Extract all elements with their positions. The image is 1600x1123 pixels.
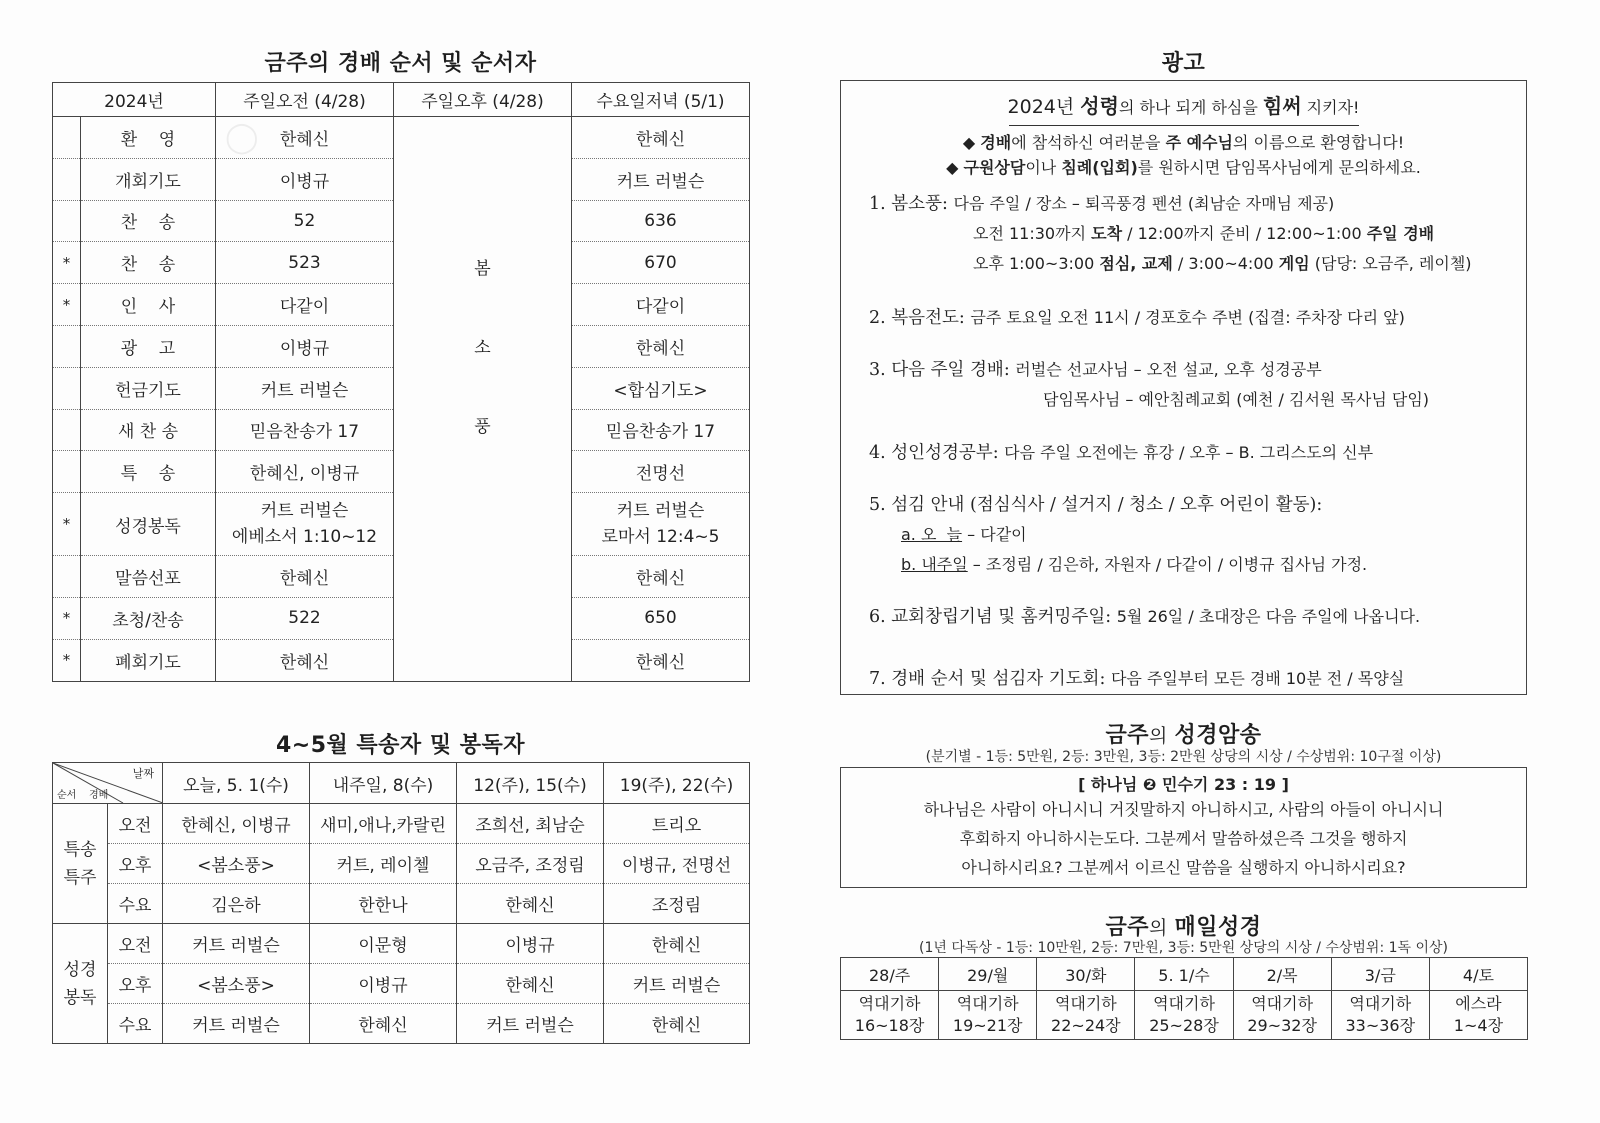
sun-am-cell: 이병규 xyxy=(216,158,394,200)
sun-am-cell xyxy=(216,493,394,556)
item-bold: 점심, 교제 xyxy=(1099,254,1173,273)
order-label: 말씀선포 xyxy=(81,556,216,598)
scripture-ref: 로마서 12:4~5 xyxy=(601,527,720,548)
assignee-cell: 트리오 xyxy=(604,804,750,844)
title-part: 매일성경 xyxy=(1174,915,1262,940)
item-heading: 7. 경배 순서 및 섬김자 기도회: xyxy=(869,669,1106,689)
wed-cell: 한혜신 xyxy=(572,556,750,598)
bullet-bold: 주 예수님 xyxy=(1165,133,1233,152)
verse-line: 하나님은 사람이 아니시니 거짓말하지 아니하시고, 사람의 아들이 아니시니 xyxy=(923,800,1444,819)
sun-am-cell: 52 xyxy=(216,200,394,242)
day-header-row xyxy=(841,958,1528,991)
assignee-cell: 커트 러벌슨 xyxy=(457,1004,604,1044)
book-name: 역대기하 xyxy=(1054,994,1117,1013)
item-text: 다음 주일 / 장소 – 퇴곡풍경 펜션 (최남순 자매님 제공) xyxy=(953,194,1335,213)
wed-cell: 커트 러벌슨 xyxy=(572,158,750,200)
chapter-range: 19~21장 xyxy=(952,1016,1023,1035)
corner-cell xyxy=(53,763,163,804)
assignee-cell: <봄소풍> xyxy=(163,964,310,1004)
order-label: 새 찬 송 xyxy=(81,409,216,451)
header-sun-pm: 주일오후 (4/28) xyxy=(394,83,572,117)
title-part: 금주 xyxy=(1105,915,1150,940)
assignee-cell: 이병규 xyxy=(457,924,604,964)
group-name-line1: 성경 xyxy=(63,959,97,980)
assignee-cell: 한혜신 xyxy=(604,924,750,964)
announcement-1 xyxy=(869,189,1472,279)
reading-cell xyxy=(1037,991,1135,1040)
diamond-icon: ◆ xyxy=(946,158,959,177)
spring-char-3: 풍 xyxy=(474,417,491,438)
book-name: 역대기하 xyxy=(858,994,921,1013)
table-row xyxy=(53,884,750,924)
day-header: 4/토 xyxy=(1429,958,1527,991)
bullet-bold: 경배 xyxy=(980,133,1012,152)
stand-marker xyxy=(53,325,81,367)
item-heading: 4. 성인성경공부: xyxy=(869,443,999,463)
item-text: 금주 토요일 오전 11시 / 경포호수 주변 (집결: 주차장 다리 앞) xyxy=(970,308,1405,327)
item-text: 오후 1:00~3:00 xyxy=(973,254,1100,273)
diamond-icon: ◆ xyxy=(962,133,976,152)
special-header-row xyxy=(53,763,750,804)
item-heading: 2. 복음전도: xyxy=(869,308,965,328)
corner-date: 날짜 xyxy=(132,767,154,780)
sun-am-cell: 한혜신 xyxy=(216,117,394,159)
stand-marker xyxy=(53,367,81,409)
order-label: 폐회기도 xyxy=(81,639,216,681)
announcement-6 xyxy=(869,602,1420,632)
book-name: 역대기하 xyxy=(1153,994,1215,1013)
assignee-cell: 이문형 xyxy=(310,924,457,964)
order-label: 찬 송 xyxy=(81,242,216,284)
assignee-cell: 커트, 레이첼 xyxy=(310,844,457,884)
ad-title xyxy=(840,46,1527,77)
title-part: 금주 xyxy=(1105,723,1150,748)
reading-cell xyxy=(1233,991,1331,1040)
reading-cell xyxy=(1331,991,1429,1040)
announcement-box xyxy=(840,80,1527,695)
yearly-motto xyxy=(841,90,1526,119)
chapter-range: 1~4장 xyxy=(1453,1016,1504,1035)
group-name-line2: 특주 xyxy=(63,867,97,888)
daily-caption: (1년 다독상 - 1등: 10만원, 2등: 7만원, 3등: 5만원 상당의 시상 / 수상범위: 1독 이상) xyxy=(918,940,1449,956)
sun-am-cell: 523 xyxy=(216,242,394,284)
memory-title xyxy=(840,718,1527,749)
corner-order: 순서 xyxy=(57,790,77,801)
order-label: 찬 송 xyxy=(81,200,216,242)
wed-cell: 한혜신 xyxy=(572,117,750,159)
chapter-range: 33~36장 xyxy=(1345,1016,1416,1035)
reading-cell xyxy=(1429,991,1527,1040)
order-header-row xyxy=(53,83,750,117)
sun-am-cell: 믿음찬송가 17 xyxy=(216,409,394,451)
day-header: 30/화 xyxy=(1037,958,1135,991)
memory-caption: (분기별 - 1등: 5만원, 2등: 3만원, 3등: 2만원 상당의 시상 / 수상범위: 10구절 이상) xyxy=(925,749,1442,765)
announcement-2 xyxy=(869,303,1405,333)
bullet-text: 이나 xyxy=(1025,158,1062,177)
group-scripture-reading xyxy=(53,924,108,1044)
book-name: 역대기하 xyxy=(956,994,1019,1013)
item-text: / 3:00~4:00 xyxy=(1172,254,1279,273)
sun-am-cell: 한혜신 xyxy=(216,639,394,681)
item-text: – 조정림 / 김은하, 자원자 / 다같이 / 이병규 집사님 가정. xyxy=(967,555,1368,574)
item-text: 오전 11:30까지 xyxy=(973,224,1092,243)
order-label: 개회기도 xyxy=(81,158,216,200)
assignee-cell: 한혜신 xyxy=(457,964,604,1004)
order-title-text: 금주의 경배 순서 및 순서자 xyxy=(264,51,537,76)
item-text: / 12:00까지 준비 / 12:00~1:00 xyxy=(1122,224,1367,243)
item-bold: 주일 경배 xyxy=(1366,224,1435,243)
welcome-bullet xyxy=(841,130,1526,155)
stand-marker: * xyxy=(53,493,81,556)
special-title xyxy=(52,728,749,759)
stand-marker: * xyxy=(53,242,81,284)
bullet-bold: 침례(입회) xyxy=(1061,158,1138,177)
item-heading: 1. 봄소풍: xyxy=(869,194,948,214)
service-label: 수요 xyxy=(108,884,163,924)
service-label: 오전 xyxy=(108,804,163,844)
day-header: 3/금 xyxy=(1331,958,1429,991)
bullet-text: 에 참석하신 여러분을 xyxy=(1011,133,1166,152)
assignee-cell: 한혜신 xyxy=(310,1004,457,1044)
verse-line: 후회하지 아니하시는도다. 그분께서 말씀하셨은즉 그것을 행하지 xyxy=(959,829,1408,848)
stand-marker: * xyxy=(53,597,81,639)
wed-cell xyxy=(572,493,750,556)
assignee-cell: 커트 러벌슨 xyxy=(163,924,310,964)
table-row xyxy=(53,844,750,884)
sun-am-cell: 한혜신 xyxy=(216,556,394,598)
daily-bible-table xyxy=(840,957,1528,1040)
special-title-text: 4~5월 특송자 및 봉독자 xyxy=(275,733,526,758)
special-table xyxy=(52,762,750,1044)
assignee-cell: <봄소풍> xyxy=(163,844,310,884)
item-text: 러벌슨 선교사님 – 오전 설교, 오후 성경공부 xyxy=(1015,360,1322,379)
bullet-text: 를 원하시면 담임목사님에게 문의하세요. xyxy=(1137,158,1421,177)
wed-cell: 다같이 xyxy=(572,284,750,326)
group-name-line1: 특송 xyxy=(63,839,97,860)
date-header: 12(주), 15(수) xyxy=(457,763,604,804)
sun-am-cell: 커트 러벌슨 xyxy=(216,367,394,409)
chapter-range: 29~32장 xyxy=(1247,1016,1317,1035)
motto-part: 2024년 xyxy=(1007,96,1081,118)
stand-marker: * xyxy=(53,639,81,681)
order-label: 헌금기도 xyxy=(81,367,216,409)
item-heading: 5. 섬김 안내 (점심식사 / 설거지 / 청소 / 오후 어린이 활동): xyxy=(869,495,1323,515)
stand-marker xyxy=(53,158,81,200)
service-label: 수요 xyxy=(108,1004,163,1044)
memory-verse-box xyxy=(840,767,1527,888)
item-heading: 6. 교회창립기념 및 홈커밍주일: xyxy=(869,607,1112,627)
wed-cell: 한혜신 xyxy=(572,639,750,681)
reader-name: 커트 러벌슨 xyxy=(616,501,705,522)
item-heading: 3. 다음 주일 경배: xyxy=(869,360,1010,380)
day-header: 5. 1/수 xyxy=(1135,958,1233,991)
announcement-4 xyxy=(869,438,1373,468)
sun-am-cell: 522 xyxy=(216,597,394,639)
assignee-cell: 한혜신, 이병규 xyxy=(163,804,310,844)
reading-cell xyxy=(1135,991,1233,1040)
title-part: 의 xyxy=(1149,725,1175,747)
assignee-cell: 조정림 xyxy=(604,884,750,924)
scripture-ref: 에베소서 1:10~12 xyxy=(231,527,378,548)
service-label: 오후 xyxy=(108,964,163,1004)
date-header: 내주일, 8(수) xyxy=(310,763,457,804)
assignee-cell: 커트 러벌슨 xyxy=(163,1004,310,1044)
ad-title-text: 광고 xyxy=(1161,51,1206,76)
announcement-7 xyxy=(869,664,1404,694)
announcement-5 xyxy=(869,490,1367,580)
order-label: 초청/찬송 xyxy=(81,597,216,639)
table-row xyxy=(53,804,750,844)
reading-cell xyxy=(939,991,1037,1040)
order-label: 환 영 xyxy=(81,117,216,159)
bullet-bold: 구원상담 xyxy=(963,158,1026,177)
service-label: 오전 xyxy=(108,924,163,964)
chapter-range: 22~24장 xyxy=(1051,1016,1121,1035)
counsel-bullet xyxy=(841,155,1526,180)
book-name: 역대기하 xyxy=(1349,994,1412,1013)
reading-cell xyxy=(841,991,939,1040)
stand-marker xyxy=(53,409,81,451)
stand-marker xyxy=(53,451,81,493)
sun-am-cell: 한혜신, 이병규 xyxy=(216,451,394,493)
today-label: a. 오 늘 xyxy=(901,525,963,544)
item-text: 다음 주일부터 모든 경배 10분 전 / 목양실 xyxy=(1110,669,1405,688)
verse-line: 아니하시리요? 그분께서 이르신 말씀을 실행하지 아니하시리요? xyxy=(961,858,1406,877)
header-year: 2024년 xyxy=(53,83,216,117)
order-label: 특 송 xyxy=(81,451,216,493)
group-name-line2: 봉독 xyxy=(63,987,97,1008)
wed-cell: 670 xyxy=(572,242,750,284)
motto-underline xyxy=(1009,125,1359,126)
sun-am-cell: 다같이 xyxy=(216,284,394,326)
motto-part: 지키자! xyxy=(1301,98,1360,117)
assignee-cell: 이병규 xyxy=(310,964,457,1004)
verse-reference: [ 하나님 ❷ 민수기 23 : 19 ] xyxy=(1078,775,1289,794)
day-header: 28/주 xyxy=(841,958,939,991)
sun-pm-merged xyxy=(394,117,572,682)
chapter-range: 25~28장 xyxy=(1149,1016,1219,1035)
book-name: 에스라 xyxy=(1455,994,1502,1013)
assignee-cell: 한혜신 xyxy=(457,884,604,924)
order-label: 광 고 xyxy=(81,325,216,367)
stand-marker: * xyxy=(53,284,81,326)
item-text: – 다같이 xyxy=(962,525,1027,544)
bullet-text: 의 이름으로 환영합니다! xyxy=(1232,133,1405,152)
wed-cell: <합심기도> xyxy=(572,367,750,409)
motto-part: 의 하나 되게 하심을 xyxy=(1118,98,1263,117)
assignee-cell: 커트 러벌슨 xyxy=(604,964,750,1004)
sun-am-cell: 이병규 xyxy=(216,325,394,367)
order-label: 인 사 xyxy=(81,284,216,326)
stand-marker xyxy=(53,556,81,598)
wed-cell: 한혜신 xyxy=(572,325,750,367)
item-text: (담당: 오금주, 레이첼) xyxy=(1309,254,1472,273)
watermark: ◯ xyxy=(225,120,259,155)
day-header: 2/목 xyxy=(1233,958,1331,991)
date-header: 19(주), 22(수) xyxy=(604,763,750,804)
assignee-cell: 이병규, 전명선 xyxy=(604,844,750,884)
header-wed: 수요일저녁 (5/1) xyxy=(572,83,750,117)
item-bold: 도착 xyxy=(1091,224,1123,243)
wed-cell: 전명선 xyxy=(572,451,750,493)
item-text: 담임목사님 – 예안침례교회 (예천 / 김서원 목사님 담임) xyxy=(1043,390,1430,409)
motto-bold: 힘써 xyxy=(1262,94,1302,118)
announcement-3 xyxy=(869,355,1429,415)
assignee-cell: 오금주, 조정림 xyxy=(457,844,604,884)
spring-char-1: 봄 xyxy=(474,259,491,280)
service-label: 오후 xyxy=(108,844,163,884)
assignee-cell: 조희선, 최남순 xyxy=(457,804,604,844)
stand-marker xyxy=(53,117,81,159)
item-bold: 게임 xyxy=(1278,254,1310,273)
chapter-range: 16~18장 xyxy=(854,1016,925,1035)
order-table xyxy=(52,82,750,682)
assignee-cell: 한한나 xyxy=(310,884,457,924)
assignee-cell: 새미,애나,카랄린 xyxy=(310,804,457,844)
wed-cell: 636 xyxy=(572,200,750,242)
table-row xyxy=(53,964,750,1004)
assignee-cell: 김은하 xyxy=(163,884,310,924)
title-part: 의 xyxy=(1149,917,1175,939)
table-row xyxy=(53,924,750,964)
group-special-music xyxy=(53,804,108,924)
reader-name: 커트 러벌슨 xyxy=(260,501,349,522)
item-text: 5월 26일 / 초대장은 다음 주일에 나옵니다. xyxy=(1116,607,1421,626)
motto-bold: 성령 xyxy=(1080,94,1119,118)
next-week-label: b. 내주일 xyxy=(901,555,968,574)
header-sun-am: 주일오전 (4/28) xyxy=(216,83,394,117)
title-part: 성경암송 xyxy=(1174,723,1262,748)
wed-cell: 믿음찬송가 17 xyxy=(572,409,750,451)
book-name: 역대기하 xyxy=(1251,994,1314,1013)
assignee-cell: 한혜신 xyxy=(604,1004,750,1044)
day-header: 29/월 xyxy=(939,958,1037,991)
order-title xyxy=(52,46,749,77)
order-label: 성경봉독 xyxy=(81,493,216,556)
item-text: 다음 주일 오전에는 휴강 / 오후 – B. 그리스도의 신부 xyxy=(1004,443,1374,462)
wed-cell: 650 xyxy=(572,597,750,639)
reading-row xyxy=(841,991,1528,1040)
table-row xyxy=(53,1004,750,1044)
table-row xyxy=(53,117,750,159)
corner-service: 경배 xyxy=(89,790,109,801)
stand-marker xyxy=(53,200,81,242)
date-header: 오늘, 5. 1(수) xyxy=(163,763,310,804)
spring-char-2: 소 xyxy=(474,338,491,359)
